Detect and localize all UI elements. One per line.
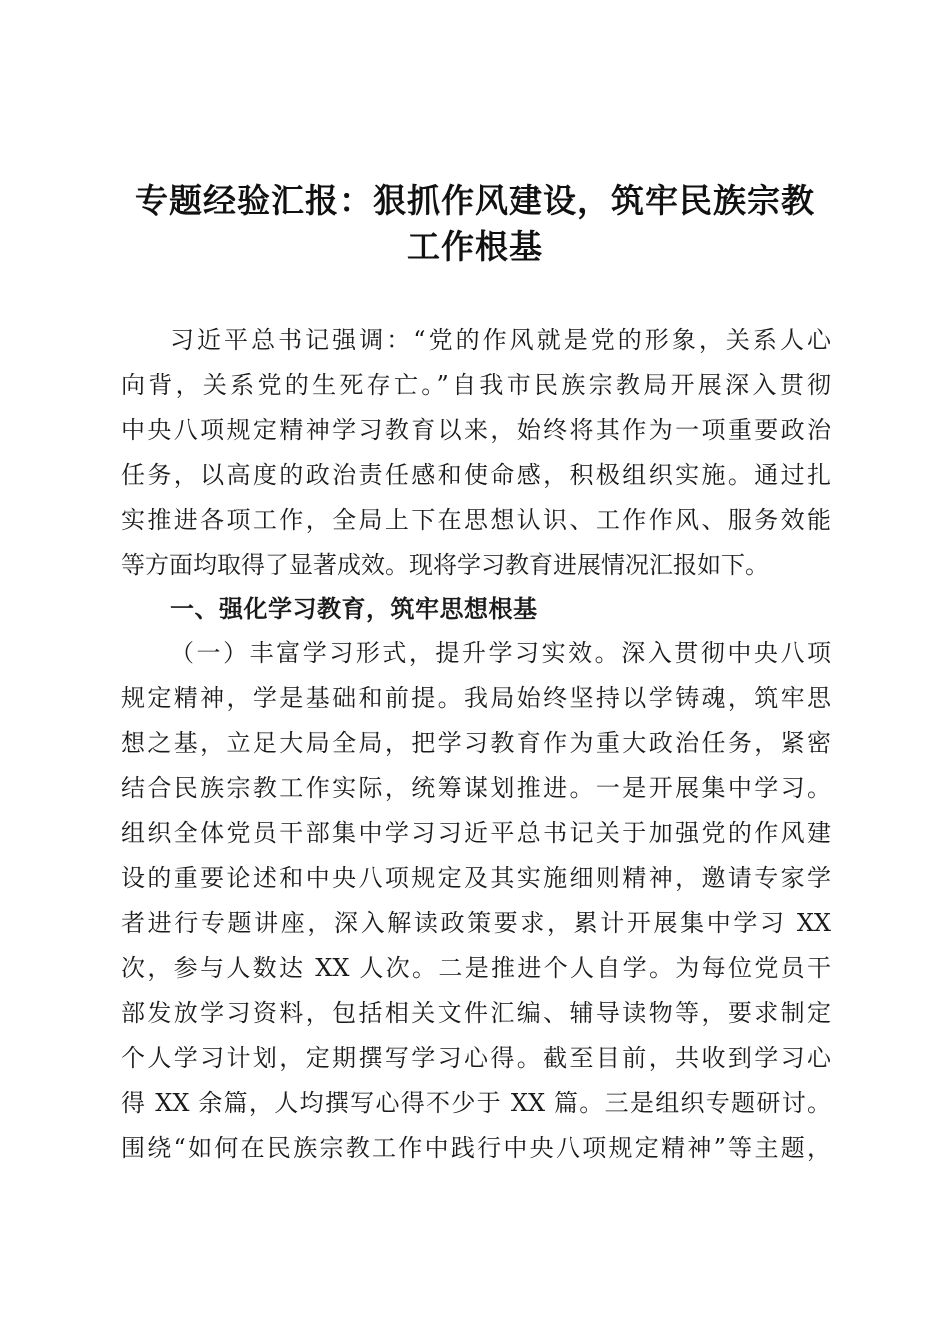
section-paragraph-line: 得 XX 余篇，人均撰写心得不少于 XX 篇。三是组织专题研讨。: [121, 1089, 831, 1117]
document-title-line-1: 专题经验汇报：狠抓作风建设，筑牢民族宗教: [135, 181, 815, 220]
intro-paragraph-line: 实推进各项工作，全局上下在思想认识、工作作风、服务效能: [121, 506, 831, 534]
intro-paragraph-line: 中央八项规定精神学习教育以来，始终将其作为一项重要政治: [121, 416, 831, 444]
section-paragraph-line: 围绕“如何在民族宗教工作中践行中央八项规定精神”等主题，: [121, 1134, 831, 1162]
section-paragraph-line: 部发放学习资料，包括相关文件汇编、辅导读物等，要求制定: [121, 999, 831, 1027]
section-paragraph-line: 规定精神，学是基础和前提。我局始终坚持以学铸魂，筑牢思: [121, 684, 831, 712]
section-paragraph-line: 次，参与人数达 XX 人次。二是推进个人自学。为每位党员干: [121, 954, 831, 982]
section-paragraph-line: 者进行专题讲座，深入解读政策要求，累计开展集中学习 XX: [121, 909, 831, 937]
section-paragraph-line: 组织全体党员干部集中学习习近平总书记关于加强党的作风建: [121, 819, 831, 847]
section-paragraph-line: 想之基，立足大局全局，把学习教育作为重大政治任务，紧密: [121, 729, 831, 757]
section-paragraph-line: 结合民族宗教工作实际，统筹谋划推进。一是开展集中学习。: [121, 774, 831, 802]
section-heading: 一、强化学习教育，筑牢思想根基: [170, 595, 538, 623]
section-paragraph-line: （一）丰富学习形式，提升学习实效。深入贯彻中央八项: [170, 639, 831, 667]
intro-paragraph-line: 习近平总书记强调：“党的作风就是党的形象，关系人心: [170, 326, 831, 354]
intro-paragraph-line: 向背，关系党的生死存亡。”自我市民族宗教局开展深入贯彻: [121, 371, 831, 399]
section-paragraph-line: 设的重要论述和中央八项规定及其实施细则精神，邀请专家学: [121, 864, 831, 892]
document-title-line-2: 工作根基: [407, 227, 543, 266]
intro-paragraph-line: 等方面均取得了显著成效。现将学习教育进展情况汇报如下。: [121, 551, 769, 579]
intro-paragraph-line: 任务，以高度的政治责任感和使命感，积极组织实施。通过扎: [121, 461, 831, 489]
section-paragraph-line: 个人学习计划，定期撰写学习心得。截至目前，共收到学习心: [121, 1044, 831, 1072]
